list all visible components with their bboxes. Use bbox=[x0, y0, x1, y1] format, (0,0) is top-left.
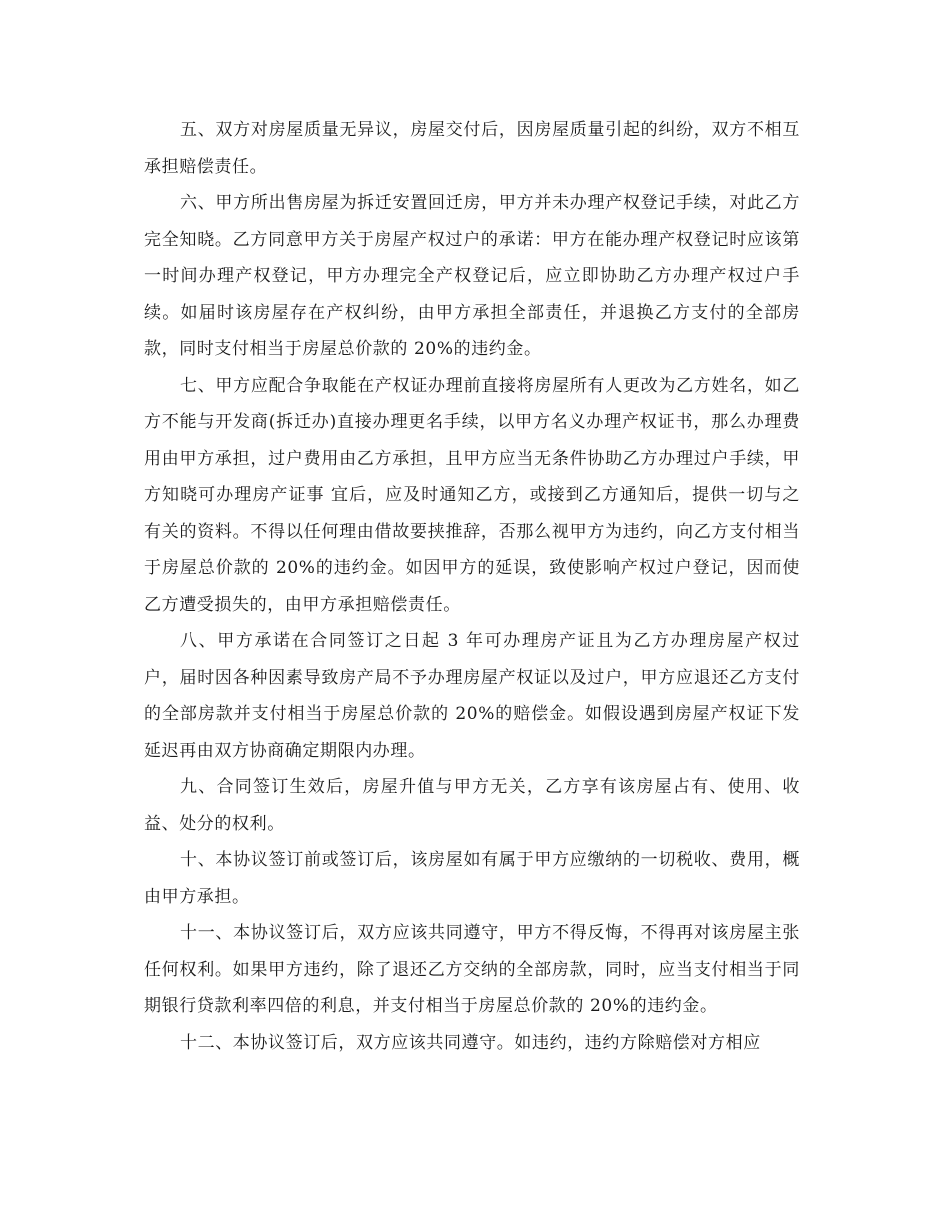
contract-body bbox=[144, 112, 800, 1061]
clause-11: 十一、本协议签订后，双方应该共同遵守，甲方不得反悔，不得再对该房屋主张任何权利。如果甲方违约，除了退还乙方交纳的全部房款，同时，应当支付相当于同期银行贷款利率四倍的利息，并支付相当于房屋总价款的 20%的违约金。 bbox=[144, 923, 800, 1016]
clause-6: 六、甲方所出售房屋为拆迁安置回迁房，甲方并未办理产权登记手续，对此乙方完全知晓。乙方同意甲方关于房屋产权过户的承诺：甲方在能办理产权登记时应该第一时间办理产权登记，甲方办理完全产权登记后，应立即协助乙方办理产权过户手续。如届时该房屋存在产权纠纷，由甲方承担全部责任，并退换乙方支付的全部房款，同时支付相当于房屋总价款的 20%的违约金。 bbox=[144, 193, 800, 359]
clause-9: 九、合同签订生效后，房屋升值与甲方无关，乙方享有该房屋占有、使用、收益、处分的权利。 bbox=[144, 777, 800, 834]
clause-12: 十二、本协议签订后，双方应该共同遵守。如违约，违约方除赔偿对方相应 bbox=[180, 1032, 761, 1053]
clause-7: 七、甲方应配合争取能在产权证办理前直接将房屋所有人更改为乙方姓名，如乙方不能与开发商(拆迁办)直接办理更名手续，以甲方名义办理产权证书，那么办理费用由甲方承担，过户费用由乙方承担，且甲方应当无条件协助乙方办理过户手续，甲方知晓可办理房产证事 宜后，应及时通知乙方，或接到乙方通知后，提供一切与之有关的资料。不得以任何理由借故要挟推辞，否那么视甲方为违约，向乙方支付相当于房屋总价款的 20%的违约金。如因甲方的延误，致使影响产权过户登记，因而使乙方遭受损失的，由甲方承担赔偿责任。 bbox=[144, 375, 800, 615]
clause-5: 五、双方对房屋质量无异议，房屋交付后，因房屋质量引起的纠纷，双方不相互承担赔偿责任。 bbox=[144, 120, 800, 177]
clause-10: 十、本协议签订前或签订后，该房屋如有属于甲方应缴纳的一切税收、费用，概由甲方承担。 bbox=[144, 850, 800, 907]
clause-8: 八、甲方承诺在合同签订之日起 3 年可办理房产证且为乙方办理房屋产权过户，届时因各种因素导致房产局不予办理房屋产权证以及过户，甲方应退还乙方支付的全部房款并支付相当于房屋总价款的 20%的赔偿金。如假设遇到房屋产权证下发延迟再由双方协商确定期限内办理。 bbox=[144, 631, 800, 761]
